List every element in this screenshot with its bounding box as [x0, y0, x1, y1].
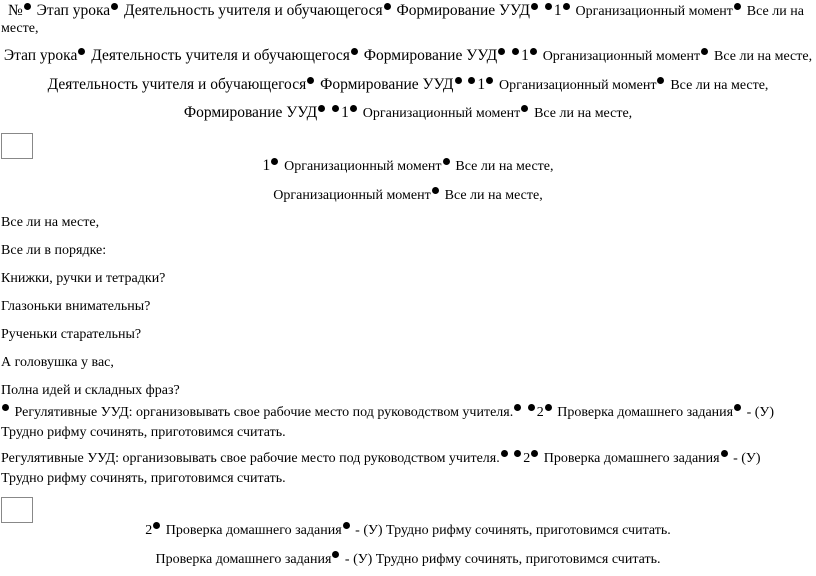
bullet-icon	[545, 404, 552, 411]
bullet-icon	[545, 3, 552, 10]
hw-line-1: 2 Проверка домашнего задания - (У) Трудно рифму сочинять, приготовимся считать.	[145, 523, 671, 538]
bullet-icon	[307, 77, 314, 84]
text-line-5: 1 Организационный момент Все ли на месте,	[262, 157, 554, 174]
bullet-icon	[530, 48, 537, 55]
poem-line: Книжки, ручки и тетрадки?	[1, 271, 166, 286]
poem-line: Все ли на месте,	[1, 215, 100, 230]
poem-line: Глазоньки внимательны?	[1, 299, 151, 314]
reg-line-1-cont: Трудно рифму сочинять, приготовимся считать.	[1, 425, 286, 440]
bullet-icon	[350, 105, 357, 112]
bullet-icon	[563, 3, 570, 10]
bullet-icon	[734, 3, 741, 10]
bullet-icon	[2, 404, 9, 411]
bullet-icon	[455, 77, 462, 84]
number-sign: №	[8, 2, 23, 19]
bullet-icon	[701, 48, 708, 55]
bullet-icon	[531, 450, 538, 457]
hw-line-2: Проверка домашнего задания - (У) Трудно рифму сочинять, приготовимся считать.	[155, 552, 661, 567]
reg-line-1: Регулятивные УУД: организовывать свое рабочие место под руководством учителя. 2 Проверка домашнего задания - (У)	[0, 404, 816, 422]
bullet-icon	[657, 77, 664, 84]
poem-line: Все ли в порядке:	[1, 243, 107, 258]
bullet-icon	[153, 522, 160, 529]
bullet-icon	[486, 77, 493, 84]
text-line-2: Этап урока Деятельность учителя и обучающегося Формирование УУД 1 Организационный момент Все ли на месте,	[3, 47, 813, 64]
bullet-icon	[521, 105, 528, 112]
poem-line: Рученьки старательны?	[1, 327, 142, 342]
text-line-1-cont: месте,	[1, 21, 39, 36]
bullet-icon	[432, 187, 439, 194]
bullet-icon	[512, 48, 519, 55]
bullet-icon	[721, 450, 728, 457]
empty-cell-box	[1, 133, 33, 159]
empty-cell-box	[1, 497, 33, 523]
bullet-icon	[501, 450, 508, 457]
text-line-1: № Этап урока Деятельность учителя и обучающегося Формирование УУД 1 Организационный момент Все ли на	[8, 2, 804, 19]
bullet-icon	[318, 105, 325, 112]
bullet-icon	[514, 404, 521, 411]
bullet-icon	[443, 158, 450, 165]
bullet-icon	[468, 77, 475, 84]
bullet-icon	[271, 158, 278, 165]
text-line-4: Формирование УУД 1 Организационный момент Все ли на месте,	[183, 104, 633, 121]
bullet-icon	[111, 3, 118, 10]
bullet-icon	[24, 3, 31, 10]
reg-line-2-cont: Трудно рифму сочинять, приготовимся считать.	[1, 471, 286, 486]
bullet-icon	[528, 404, 535, 411]
bullet-icon	[734, 404, 741, 411]
poem-line: Полна идей и складных фраз?	[1, 383, 180, 398]
bullet-icon	[384, 3, 391, 10]
text-line-3: Деятельность учителя и обучающегося Формирование УУД 1 Организационный момент Все ли на месте,	[47, 76, 769, 93]
reg-line-2: Регулятивные УУД: организовывать свое рабочие место под руководством учителя. 2 Проверка домашнего задания - (У)	[1, 451, 761, 466]
text-line-6: Организационный момент Все ли на месте,	[273, 188, 543, 203]
bullet-icon	[332, 551, 339, 558]
bullet-icon	[343, 522, 350, 529]
bullet-icon	[514, 450, 521, 457]
bullet-icon	[351, 48, 358, 55]
bullet-icon	[531, 3, 538, 10]
bullet-icon	[78, 48, 85, 55]
bullet-icon	[332, 105, 339, 112]
bullet-icon	[498, 48, 505, 55]
poem-line: А головушка у вас,	[1, 355, 114, 370]
